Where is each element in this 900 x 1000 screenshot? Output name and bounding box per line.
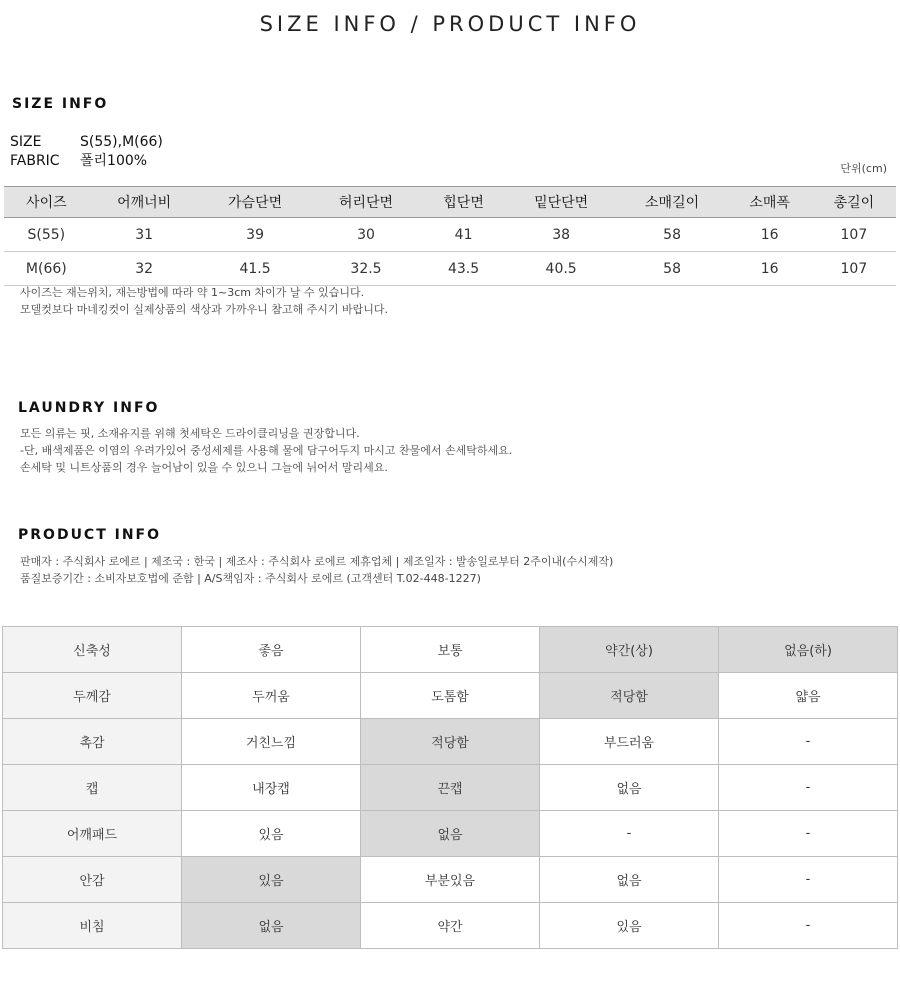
property-option: 없음 — [361, 811, 540, 857]
laundry-line: -단, 배색제품은 이염의 우려가있어 중성세제를 사용해 물에 담구어두지 마시고 찬물에서 손세탁하세요. — [20, 444, 513, 457]
property-label: 캡 — [3, 765, 182, 811]
laundry-notes — [20, 425, 512, 476]
product-line: 판매자 : 주식회사 로에르 | 제조국 : 한국 | 제조사 : 주식회사 로에르 제휴업체 | 제조일자 : 발송일로부터 2주이내(수시제작) — [20, 555, 614, 568]
size-note: 모델컷보다 마네킹컷이 실제상품의 색상과 가까우니 참고해 주시기 바랍니다. — [20, 303, 389, 316]
table-cell: 16 — [728, 252, 812, 286]
property-option: 없음 — [540, 765, 719, 811]
property-option: 약간 — [361, 903, 540, 949]
table-cell: 30 — [311, 218, 422, 252]
page-title: SIZE INFO / PRODUCT INFO — [259, 12, 641, 36]
table-cell: 58 — [617, 252, 728, 286]
table-cell: 40.5 — [506, 252, 617, 286]
size-table — [4, 186, 896, 286]
property-row — [3, 765, 898, 811]
property-option: 거친느낌 — [182, 719, 361, 765]
property-label: 비침 — [3, 903, 182, 949]
fabric-value: 폴리100% — [80, 153, 148, 169]
property-option: - — [719, 903, 898, 949]
column-header: 어깨너비 — [89, 187, 200, 218]
property-label: 두께감 — [3, 673, 182, 719]
table-cell: 41 — [421, 218, 505, 252]
property-option: - — [719, 719, 898, 765]
column-header: 사이즈 — [4, 187, 89, 218]
product-info-heading: PRODUCT INFO — [18, 527, 162, 543]
property-option: 좋음 — [182, 627, 361, 673]
property-option: 약간(상) — [540, 627, 719, 673]
property-option: 부드러움 — [540, 719, 719, 765]
property-option: 없음 — [182, 903, 361, 949]
table-cell: 31 — [89, 218, 200, 252]
table-cell: 32 — [89, 252, 200, 286]
property-option: 있음 — [540, 903, 719, 949]
property-option: 두꺼움 — [182, 673, 361, 719]
property-option: 적당함 — [361, 719, 540, 765]
property-row — [3, 673, 898, 719]
column-header: 힙단면 — [421, 187, 505, 218]
property-label: 안감 — [3, 857, 182, 903]
product-notes — [20, 553, 613, 587]
property-option: 얇음 — [719, 673, 898, 719]
laundry-info-heading: LAUNDRY INFO — [18, 400, 160, 416]
property-option: 있음 — [182, 857, 361, 903]
table-cell: 41.5 — [200, 252, 311, 286]
table-cell: 39 — [200, 218, 311, 252]
fabric-label: FABRIC — [10, 153, 60, 169]
property-option: - — [540, 811, 719, 857]
size-info-heading: SIZE INFO — [12, 96, 109, 112]
size-value: S(55),M(66) — [80, 134, 163, 150]
property-option: - — [719, 765, 898, 811]
property-option: 끈캡 — [361, 765, 540, 811]
table-cell: M(66) — [4, 252, 89, 286]
property-option: 있음 — [182, 811, 361, 857]
property-option: 내장캡 — [182, 765, 361, 811]
property-table — [2, 626, 898, 949]
property-label: 촉감 — [3, 719, 182, 765]
table-cell: 107 — [812, 252, 896, 286]
property-option: 부분있음 — [361, 857, 540, 903]
property-row — [3, 811, 898, 857]
fabric-row — [10, 150, 147, 170]
property-option: 적당함 — [540, 673, 719, 719]
column-header: 가슴단면 — [200, 187, 311, 218]
property-option: 도톰함 — [361, 673, 540, 719]
property-label: 신축성 — [3, 627, 182, 673]
laundry-line: 손세탁 및 니트상품의 경우 늘어남이 있을 수 있으니 그늘에 뉘어서 말리세요. — [20, 461, 388, 474]
table-cell: 107 — [812, 218, 896, 252]
property-option: 없음 — [540, 857, 719, 903]
table-cell: 43.5 — [421, 252, 505, 286]
size-table-header — [4, 187, 896, 218]
table-cell: 32.5 — [311, 252, 422, 286]
size-notes — [20, 284, 388, 318]
unit-label: 단위(cm) — [840, 162, 887, 175]
table-row — [4, 252, 896, 286]
property-option: - — [719, 811, 898, 857]
table-cell: 58 — [617, 218, 728, 252]
table-row — [4, 218, 896, 252]
table-cell: 38 — [506, 218, 617, 252]
property-option: - — [719, 857, 898, 903]
column-header: 밑단단면 — [506, 187, 617, 218]
size-row — [10, 134, 163, 150]
property-row — [3, 857, 898, 903]
column-header: 소매길이 — [617, 187, 728, 218]
size-label: SIZE — [10, 134, 42, 150]
column-header: 총길이 — [812, 187, 896, 218]
laundry-line: 모든 의류는 핏, 소재유지를 위해 첫세탁은 드라이클리닝을 권장합니다. — [20, 427, 360, 440]
column-header: 허리단면 — [311, 187, 422, 218]
property-option: 보통 — [361, 627, 540, 673]
property-label: 어깨패드 — [3, 811, 182, 857]
property-row — [3, 627, 898, 673]
product-line: 품질보증기간 : 소비자보호법에 준함 | A/S책임자 : 주식회사 로에르 (고객센터 T.02-448-1227) — [20, 572, 481, 585]
size-note: 사이즈는 재는위치, 재는방법에 따라 약 1~3cm 차이가 날 수 있습니다. — [20, 286, 365, 299]
property-row — [3, 719, 898, 765]
property-row — [3, 903, 898, 949]
table-cell: 16 — [728, 218, 812, 252]
column-header: 소매폭 — [728, 187, 812, 218]
table-cell: S(55) — [4, 218, 89, 252]
property-option: 없음(하) — [719, 627, 898, 673]
